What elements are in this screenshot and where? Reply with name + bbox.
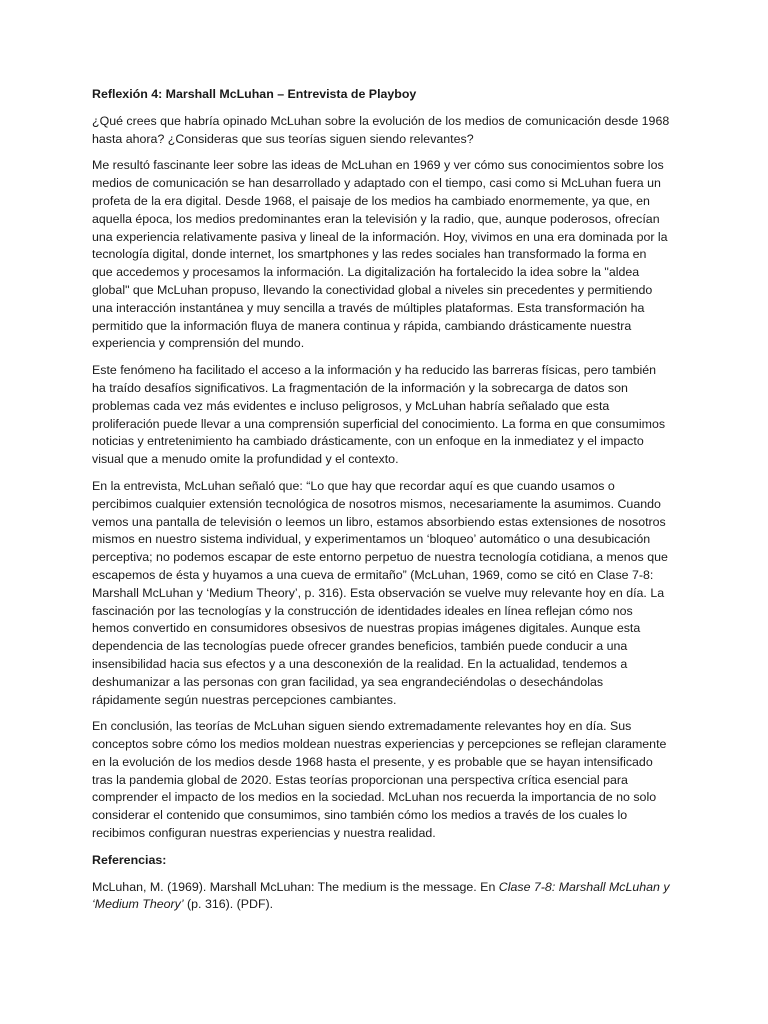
- body-paragraph-3: En la entrevista, McLuhan señaló que: “Lo que hay que recordar aquí es que cuando usamos o percibimos cualquier extensión tecnológica de nosotros mismos, necesariamente la asumimos. Cuando vemos una pantalla de televisión o leemos un libro, estamos absorbiendo estas extensiones de nosotros mismos en nuestro sistema individual, y experimentamos un ‘bloqueo’ automático o una desubicación perceptiva; no podemos escapar de este entorno perpetuo de nuestra tecnología cotidiana, a menos que escapemos de ésta y huyamos a una cueva de ermitaño” (McLuhan, 1969, como se citó en Clase 7-8: Marshall McLuhan y ‘Medium Theory’, p. 316). Esta observación se vuelve muy relevante hoy en día. La fascinación por las tecnologías y la construcción de identidades ideales en línea reflejan cómo nos hemos convertido en consumidores obsesivos de nuestras propias imágenes digitales. Aunque esta dependencia de las tecnologías puede ofrecer grandes beneficios, también puede conducir a una insensibilidad hacia sus efectos y a una desconexión de la realidad. En la actualidad, tendemos a deshumanizar a las personas con gran facilidad, ya sea engrandeciéndolas o desechándolas rápidamente según nuestras percepciones cambiantes.: [92, 478, 668, 707]
- references-heading: Referencias:: [92, 852, 167, 867]
- reference-italic-title: Clase 7-8: Marshall McLuhan y ‘Medium Theory’: [92, 879, 670, 912]
- body-paragraph-2: Este fenómeno ha facilitado el acceso a la información y ha reducido las barreras físicas, pero también ha traído desafíos significativos. La fragmentación de la información y la sobrecarga de datos son problemas cada vez más evidentes e incluso peligrosos, y McLuhan habría señalado que esta proliferación puede llevar a una comprensión superficial del conocimiento. La forma en que consumimos noticias y entretenimiento ha cambiado drásticamente, con un enfoque en la inmediatez y el impacto visual que a menudo omite la profundidad y el contexto.: [92, 363, 666, 467]
- guiding-question: ¿Qué crees que habría opinado McLuhan sobre la evolución de los medios de comunicación desde 1968 hasta ahora? ¿Consideras que sus teorías siguen siendo relevantes?: [92, 113, 670, 146]
- reference-prefix: McLuhan, M. (1969). Marshall McLuhan: The medium is the message. En: [92, 879, 499, 894]
- body-paragraph-4: En conclusión, las teorías de McLuhan siguen siendo extremadamente relevantes hoy en día. Sus conceptos sobre cómo los medios moldean nuestras experiencias y percepciones se reflejan claramente en la evolución de los medios desde 1968 hasta el presente, y es probable que se hayan intensificado tras la pandemia global de 2020. Estas teorías proporcionan una perspectiva crítica esencial para comprender el impacto de los medios en la sociedad. McLuhan nos recuerda la importancia de no solo considerar el contenido que consumimos, sino también cómo los medios a través de los cuales lo recibimos configuran nuestras experiencias y nuestra realidad.: [92, 719, 667, 841]
- reference-entry: [92, 879, 670, 915]
- reference-suffix: (p. 316). (PDF).: [183, 897, 274, 912]
- body-paragraph-1: Me resultó fascinante leer sobre las ideas de McLuhan en 1969 y ver cómo sus conocimientos sobre los medios de comunicación se han desarrollado y adaptado con el tiempo, casi como si McLuhan fuera un profeta de la era digital. Desde 1968, el paisaje de los medios ha cambiado enormemente, ya que, en aquella época, los medios predominantes eran la televisión y la radio, que, aunque poderosos, ofrecían una experiencia relativamente pasiva y lineal de la información. Hoy, vivimos en una era dominada por la tecnología digital, donde internet, los smartphones y las redes sociales han transformado la forma en que accedemos y procesamos la información. La digitalización ha fortalecido la idea sobre la "aldea global" que McLuhan propuso, llevando la conectividad global a niveles sin precedentes y permitiendo una interacción instantánea y muy sencilla a través de múltiples plataformas. Esta transformación ha permitido que la información fluya de manera continua y rápida, cambiando drásticamente nuestra experiencia y comprensión del mundo.: [92, 158, 668, 351]
- document-title: Reflexión 4: Marshall McLuhan – Entrevista de Playboy: [92, 87, 417, 101]
- document-body: [92, 86, 670, 923]
